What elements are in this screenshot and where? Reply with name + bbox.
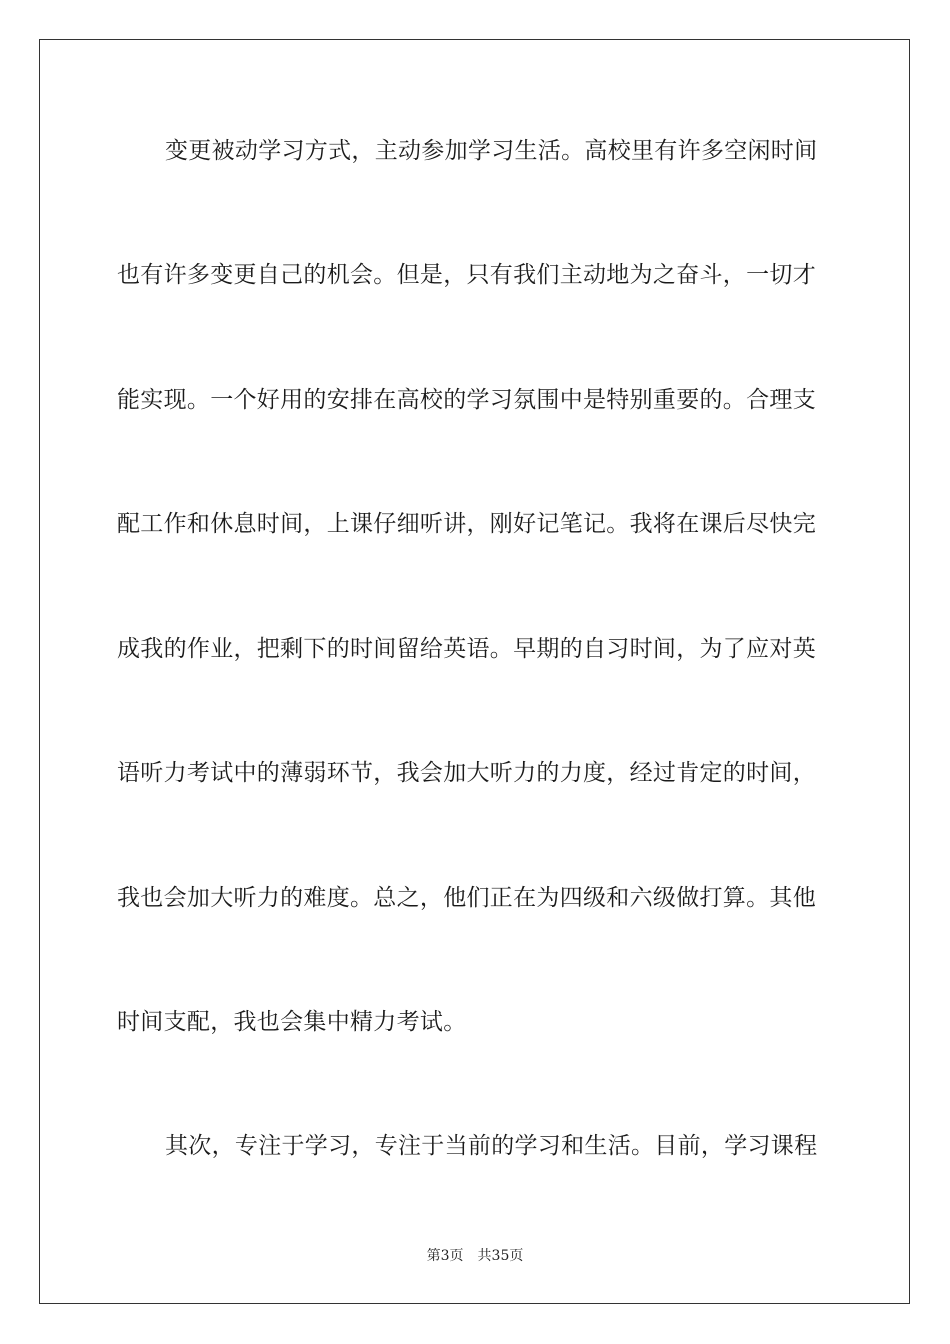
paragraph-1-line-7: 我也会加大听力的难度。总之，他们正在为四级和六级做打算。其他 — [117, 885, 816, 911]
paragraph-1-line-4: 配工作和休息时间，上课仔细听讲，刚好记笔记。我将在课后尽快完 — [117, 511, 816, 537]
page-frame — [39, 39, 910, 1304]
paragraph-1-line-6: 语听力考试中的薄弱环节，我会加大听力的力度，经过肯定的时间， — [117, 760, 816, 786]
paragraph-1-line-5: 成我的作业，把剩下的时间留给英语。早期的自习时间，为了应对英 — [117, 636, 816, 662]
page-footer — [0, 1247, 950, 1265]
paragraph-2-line-1: 其次，专注于学习，专注于当前的学习和生活。目前，学习课程 — [165, 1133, 818, 1159]
page-total: 共35页 — [477, 1248, 524, 1264]
page-number: 第3页 — [426, 1248, 464, 1264]
paragraph-1-line-1: 变更被动学习方式，主动参加学习生活。高校里有许多空闲时间 — [165, 138, 818, 164]
paragraph-1-line-2: 也有许多变更自己的机会。但是，只有我们主动地为之奋斗，一切才 — [117, 262, 816, 288]
paragraph-1-line-8: 时间支配，我也会集中精力考试。 — [117, 1009, 467, 1035]
paragraph-1-line-3: 能实现。一个好用的安排在高校的学习氛围中是特别重要的。合理支 — [117, 387, 816, 413]
